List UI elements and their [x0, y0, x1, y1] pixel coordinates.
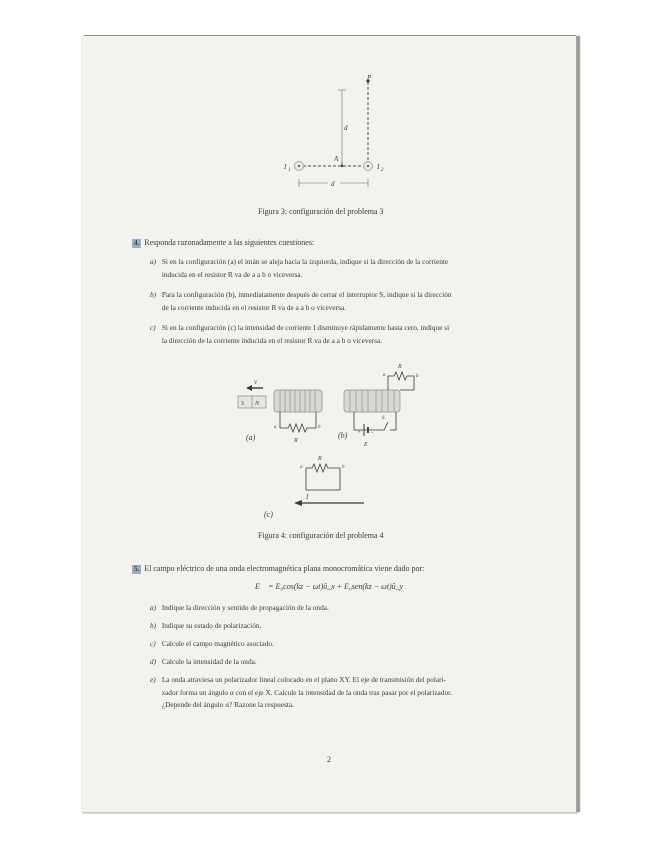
fig4-b-emf-e: E: [364, 442, 368, 448]
problem-5-item-b: b) Indique su estado de polarización.: [150, 621, 262, 630]
fig3-label-i2: I: [377, 163, 380, 171]
fig4-b-terminal-b: b: [416, 374, 419, 379]
problem-4-statement: [132, 235, 314, 250]
problem-4-item-a: a) Si en la configuración (a) el imán se aleja hacia la izquierda, indique si la dirección de la corriente inducida en el resistor R va de a a b o viceversa.: [150, 257, 449, 279]
problem-5-text: El campo eléctrico de una onda electromagnética plana monocromática viene dado por:: [144, 564, 425, 573]
fig4-a-terminal-a: a: [274, 425, 277, 430]
fig4-c-resistor-r: R: [318, 456, 322, 462]
fig4-magnet-n: N: [255, 401, 260, 407]
fig4-velocity-v: v: [254, 378, 258, 386]
paper-right-edge: [576, 36, 578, 812]
fig3-label-d-vertical: d: [344, 124, 348, 132]
fig3-label-i2-sub: 2: [381, 168, 384, 173]
problem-5-statement: [132, 561, 424, 576]
fig4-c-current-i: I: [306, 493, 309, 501]
fig4-b-terminal-a: a: [383, 373, 386, 378]
problem-4-text: Responda razonadamente a las siguientes cuestiones:: [144, 238, 315, 247]
problem-5-equation: E⃗ = E₀cos(kz − ωt)û_x + E₀sen(kz − ωt)û_y: [255, 582, 404, 591]
problem-4-number: 4.: [134, 239, 140, 247]
fig4-b-switch-s: S: [382, 416, 385, 421]
figure-4-caption: Figura 4: configuración del problema 4: [258, 531, 384, 540]
fig4-label-a: (a): [246, 433, 256, 442]
problem-5-number: 5.: [134, 565, 140, 573]
page-number: 2: [327, 755, 331, 764]
fig3-label-i1-sub: 1: [288, 168, 291, 173]
fig3-label-p: P: [367, 74, 372, 82]
fig4-a-resistor-r: R: [294, 438, 298, 444]
paper-top-edge: [84, 35, 576, 36]
figure-3: [270, 70, 400, 200]
problem-4-item-c: c) Si en la configuración (c) la intensidad de corriente I disminuye rápidamente hasta cero, indique si la dirección de la corriente inducida en el resistor R va de a a b o viceversa.: [150, 323, 450, 345]
fig4-magnet-s: S: [241, 401, 244, 407]
figure-3-caption: Figura 3: configuración del problema 3: [258, 207, 384, 216]
fig4-label-c: (c): [264, 510, 273, 519]
figure-4: [228, 356, 428, 526]
problem-5-item-c: c) Calcule el campo magnético asociado.: [150, 639, 274, 648]
fig3-label-a: A: [334, 155, 339, 163]
fig4-b-resistor-r: R: [398, 364, 402, 370]
fig4-label-b: (b): [338, 431, 348, 440]
fig4-a-terminal-b: b: [318, 425, 321, 430]
problem-5-item-d: d) Calcule la intensidad de la onda.: [150, 657, 257, 666]
problem-5-item-e: e) La onda atraviesa un polarizador lineal colocado en el plano XY. El eje de transmisión del polari- zador forma un ángulo α con el eje X. Calcule la intensidad de la onda tras pasar por el polarizador. ¿Depende del ángulo α? Razone la respuesta.: [150, 675, 452, 709]
problem-5-item-a: a) Indique la dirección y sentido de propagación de la onda.: [150, 603, 329, 612]
problem-4-item-b: b) Para la configuración (b), inmediatamente después de cerrar el interruptor S, indique si la dirección de la corriente inducida en el resistor R va de a a b o viceversa.: [150, 290, 452, 312]
fig4-b-plus: +: [357, 430, 362, 436]
fig3-label-i1: I: [284, 163, 287, 171]
fig3-label-d-horizontal: d: [331, 180, 335, 188]
fig4-c-terminal-a: a: [300, 465, 303, 470]
fig4-b-minus: −: [370, 430, 375, 436]
fig4-c-terminal-b: b: [342, 465, 345, 470]
